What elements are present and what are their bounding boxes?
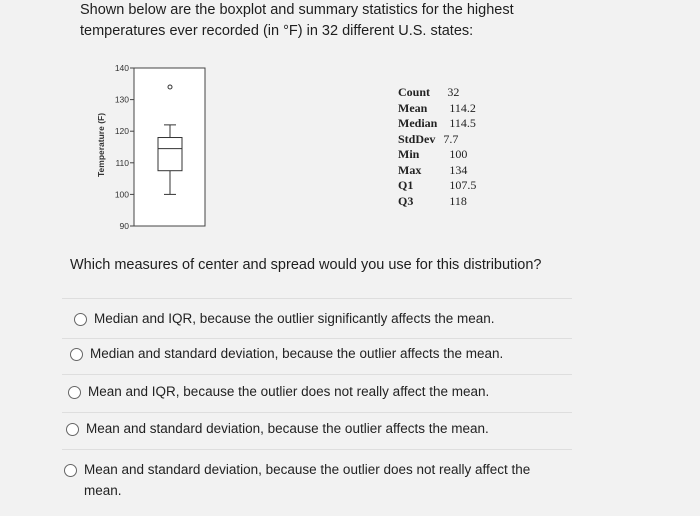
- summary-statistics: [398, 85, 476, 209]
- stat-label: StdDev: [398, 131, 436, 146]
- radio-button-1[interactable]: [74, 313, 87, 326]
- divider: [62, 374, 572, 375]
- boxplot-figure: [92, 60, 222, 230]
- stat-label: Mean: [398, 100, 428, 115]
- stat-row: [398, 85, 476, 101]
- y-tick-label: 140: [114, 63, 129, 73]
- boxplot-chart: [92, 60, 222, 230]
- option-2-label: Median and standard deviation, because the outlier affects the mean.: [90, 346, 504, 361]
- stat-row: [398, 116, 476, 132]
- question-text: Which measures of center and spread would you use for this distribution?: [70, 257, 542, 273]
- stat-value: 100: [449, 147, 468, 162]
- option-4-label: Mean and standard deviation, because the outlier affects the mean.: [86, 421, 489, 436]
- stat-value: 134: [449, 162, 468, 177]
- option-1-label: Median and IQR, because the outlier significantly affects the mean.: [94, 311, 495, 326]
- radio-button-3[interactable]: [68, 386, 81, 399]
- stat-value: 107.5: [449, 178, 477, 193]
- stat-row: [398, 132, 476, 148]
- option-1[interactable]: [74, 311, 574, 326]
- y-tick-label: 130: [114, 94, 129, 105]
- stat-row: [398, 147, 476, 163]
- option-5[interactable]: [64, 459, 554, 501]
- divider: [62, 298, 572, 299]
- stat-value: 118: [449, 193, 467, 208]
- y-tick-label: 90: [119, 221, 129, 230]
- option-3[interactable]: [68, 384, 568, 399]
- stat-value: 114.2: [449, 100, 476, 115]
- y-tick-label: 110: [115, 157, 129, 168]
- stat-row: [398, 101, 476, 117]
- intro-text: Shown below are the boxplot and summary statistics for the highest temperatures ever recorded (in °F) in 32 different U.S. states:: [80, 2, 514, 39]
- stat-row: [398, 163, 476, 179]
- option-5-label: Mean and standard deviation, because the outlier does not really affect the mean.: [84, 462, 531, 498]
- option-2[interactable]: [70, 346, 570, 361]
- iqr-box: [158, 138, 182, 171]
- stat-value: 114.5: [449, 116, 476, 131]
- radio-button-4[interactable]: [66, 423, 79, 436]
- option-4[interactable]: [66, 421, 566, 436]
- stat-label: Median: [398, 116, 438, 131]
- radio-button-2[interactable]: [70, 348, 83, 361]
- y-tick-label: 100: [114, 189, 129, 200]
- divider: [62, 449, 572, 450]
- stat-label: Min: [398, 147, 420, 162]
- option-3-label: Mean and IQR, because the outlier does not really affect the mean.: [88, 384, 490, 399]
- stat-row: [398, 178, 476, 194]
- stat-label: Q1: [398, 178, 414, 193]
- y-tick-label: 120: [114, 126, 129, 137]
- y-axis-label: Temperature (F): [96, 112, 106, 178]
- divider: [62, 412, 572, 413]
- stat-row: [398, 194, 476, 210]
- radio-button-5[interactable]: [64, 464, 77, 477]
- outlier-point: [168, 85, 172, 89]
- stat-value: 32: [447, 85, 460, 100]
- stat-label: Max: [398, 162, 422, 177]
- y-axis-ticks: [115, 63, 134, 230]
- divider: [62, 338, 572, 339]
- stat-label: Count: [398, 85, 431, 100]
- stat-label: Q3: [398, 193, 414, 208]
- stat-value: 7.7: [443, 131, 459, 146]
